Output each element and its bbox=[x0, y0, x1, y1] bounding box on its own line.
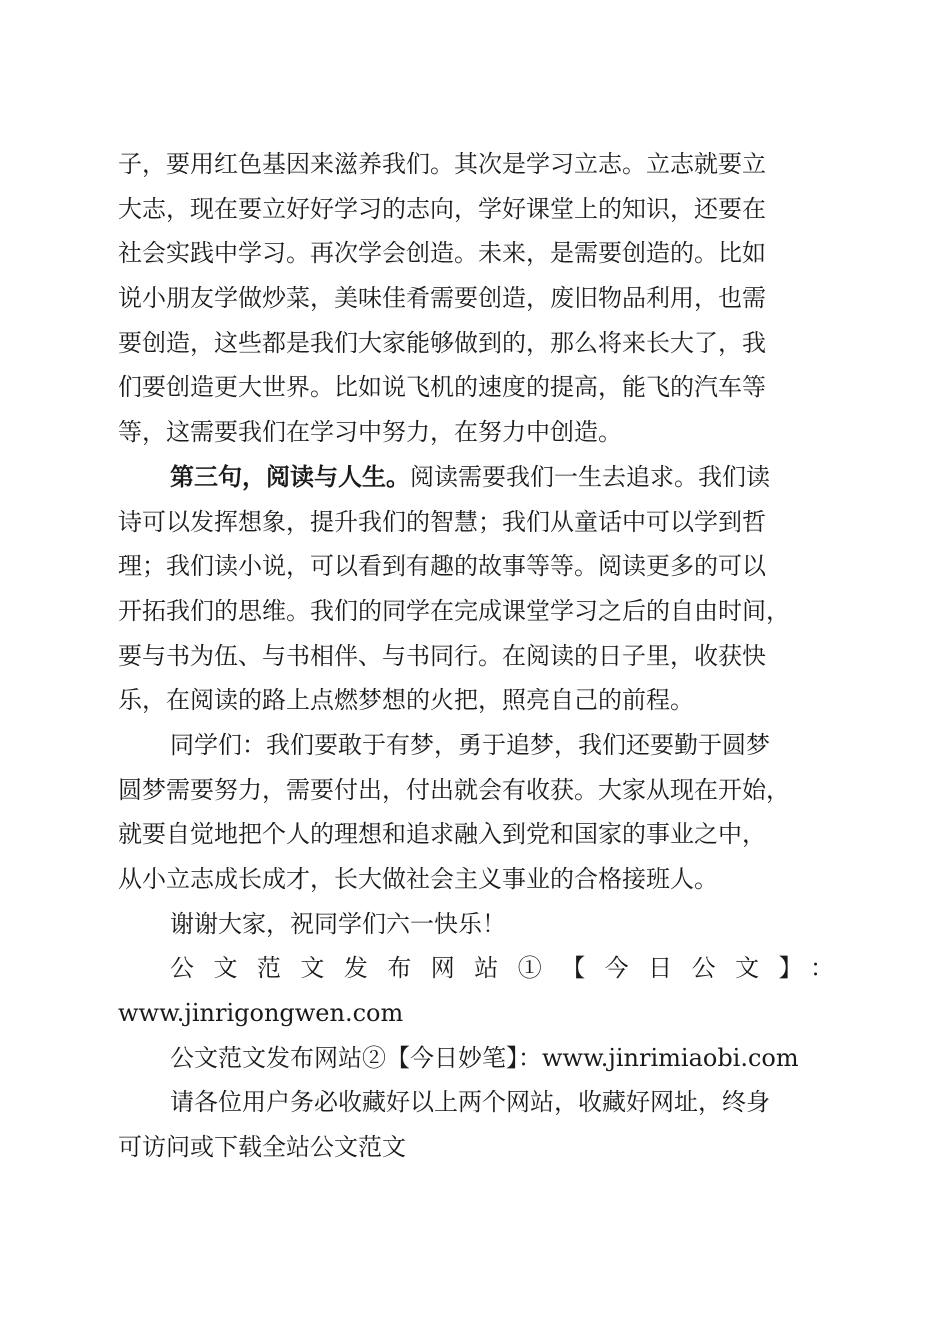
paragraph-line: 就要自觉地把个人的理想和追求融入到党和国家的事业之中， bbox=[118, 820, 766, 849]
paragraph-line: 大志，现在要立好好学习的志向，学好课堂上的知识，还要在 bbox=[118, 194, 766, 223]
paragraph-line: 开拓我们的思维。我们的同学在完成课堂学习之后的自由时间， bbox=[118, 596, 790, 625]
paragraph-line: 乐，在阅读的路上点燃梦想的火把，照亮自己的前程。 bbox=[118, 686, 694, 715]
paragraph-line: 要创造，这些都是我们大家能够做到的，那么将来长大了，我 bbox=[118, 328, 766, 357]
paragraph-line: 圆梦需要努力，需要付出，付出就会有收获。大家从现在开始， bbox=[118, 775, 790, 804]
document-body bbox=[118, 142, 834, 1170]
notice-line: 可访问或下载全站公文范文 bbox=[118, 1133, 406, 1162]
paragraph-line: 理；我们读小说，可以看到有趣的故事等等。阅读更多的可以 bbox=[118, 552, 766, 581]
paragraph-line: 社会实践中学习。再次学会创造。未来，是需要创造的。比如 bbox=[118, 239, 766, 268]
website-link-line[interactable]: 公文范文发布网站②【今日妙笔】：www.jinrimiaobi.com bbox=[170, 1043, 799, 1072]
paragraph-line: 诗可以发挥想象，提升我们的智慧；我们从童话中可以学到哲 bbox=[118, 507, 766, 536]
closing-line: 谢谢大家，祝同学们六一快乐！ bbox=[170, 909, 506, 938]
paragraph-line: 们要创造更大世界。比如说飞机的速度的提高，能飞的汽车等 bbox=[118, 373, 766, 402]
paragraph-line: 说小朋友学做炒菜，美味佳肴需要创造，废旧物品利用，也需 bbox=[118, 284, 766, 313]
website-link[interactable]: www.jinrigongwen.com bbox=[118, 999, 404, 1028]
paragraph-line: 同学们：我们要敢于有梦，勇于追梦，我们还要勤于圆梦 bbox=[170, 730, 770, 759]
notice-line: 请各位用户务必收藏好以上两个网站，收藏好网址，终身 bbox=[170, 1088, 770, 1117]
paragraph-line: 等，这需要我们在学习中努力，在努力中创造。 bbox=[118, 418, 622, 447]
section-heading: 第三句，阅读与人生。 bbox=[170, 461, 410, 491]
paragraph-line: 从小立志成长成才，长大做社会主义事业的合格接班人。 bbox=[118, 865, 718, 893]
website-label: 公文范文发布网站①【今日公文】： bbox=[170, 954, 834, 983]
paragraph-line: 要与书为伍、与书相伴、与书同行。在阅读的日子里，收获快 bbox=[118, 641, 766, 670]
paragraph-line: 子，要用红色基因来滋养我们。其次是学习立志。立志就要立 bbox=[118, 150, 766, 178]
paragraph-text: 阅读需要我们一生去追求。我们读 bbox=[410, 462, 770, 491]
paragraph-line bbox=[118, 455, 834, 500]
